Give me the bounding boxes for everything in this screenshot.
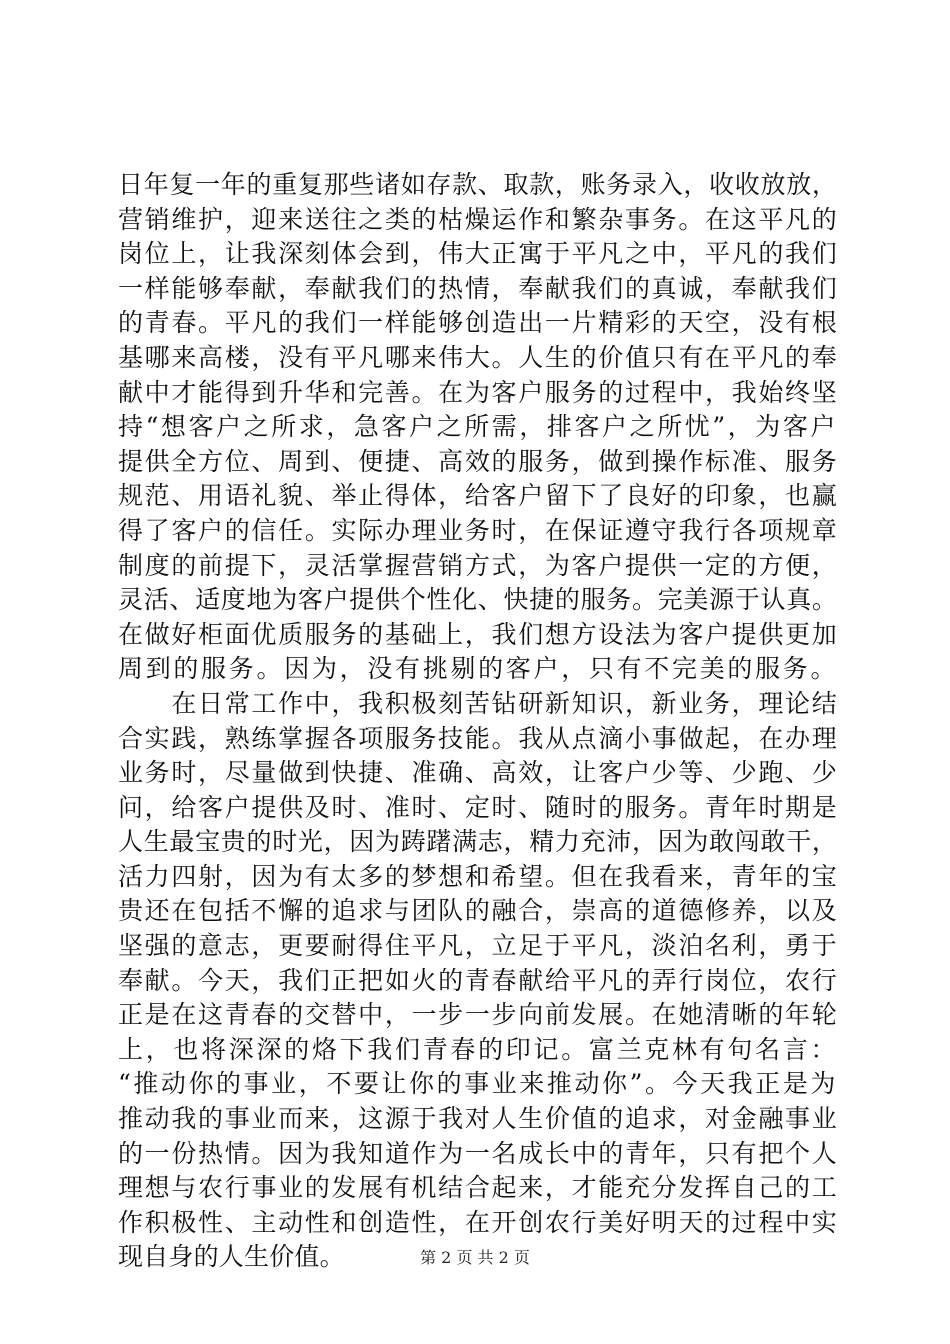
text-line: 岗位上，让我深刻体会到，伟大正寓于平凡之中，平凡的我们 (118, 239, 839, 269)
text-line: 一样能够奉献，奉献我们的热情，奉献我们的真诚，奉献我们 (118, 273, 839, 303)
text-line: 周到的服务。因为，没有挑剔的客户，只有不完美的服务。 (118, 654, 839, 684)
text-line: 人生最宝贵的时光，因为踌躇满志，精力充沛，因为敢闯敢干， (118, 827, 838, 857)
text-line: 现自身的人生价值。 (118, 1242, 345, 1272)
text-line: 的青春。平凡的我们一样能够创造出一片精彩的天空，没有根 (118, 308, 839, 338)
text-line: 得了客户的信任。实际办理业务时，在保证遵守我行各项规章 (118, 515, 839, 545)
text-line: 在做好柜面优质服务的基础上，我们想方设法为客户提供更加 (118, 619, 839, 649)
text-line: 灵活、适度地为客户提供个性化、快捷的服务。完美源于认真。 (118, 585, 838, 615)
text-line: 在日常工作中，我积极刻苦钻研新知识，新业务，理论结 (118, 688, 839, 718)
text-line: 合实践，熟练掌握各项服务技能。我从点滴小事做起，在办理 (118, 723, 839, 753)
text-line: “推动你的事业，不要让你的事业来推动你”。今天我正是为 (118, 1069, 838, 1099)
text-line: 基哪来高楼，没有平凡哪来伟大。人生的价值只有在平凡的奉 (118, 342, 839, 372)
text-line: 规范、用语礼貌、举止得体，给客户留下了良好的印象，也赢 (118, 481, 839, 511)
text-line: 坚强的意志，更要耐得住平凡，立足于平凡，淡泊名利，勇于 (118, 931, 839, 961)
text-line: 日年复一年的重复那些诸如存款、取款，账务录入，收收放放， (118, 170, 838, 199)
text-line: 持“想客户之所求，急客户之所需，排客户之所忧”，为客户 (118, 412, 838, 442)
text-line: 奉献。今天，我们正把如火的青春献给平凡的弄行岗位，农行 (118, 965, 839, 995)
text-line: 献中才能得到升华和完善。在为客户服务的过程中，我始终坚 (118, 377, 839, 407)
text-line: 理想与农行事业的发展有机结合起来，才能充分发挥自己的工 (118, 1173, 839, 1203)
page-footer: 第 2 页 共 2 页 (420, 1248, 530, 1267)
text-line: 提供全方位、周到、便捷、高效的服务，做到操作标准、服务 (118, 446, 839, 476)
text-line: 营销维护，迎来送往之类的枯燥运作和繁杂事务。在这平凡的 (118, 204, 839, 234)
text-line: 问，给客户提供及时、准时、定时、随时的服务。青年时期是 (118, 792, 839, 822)
text-line: 作积极性、主动性和创造性，在开创农行美好明天的过程中实 (118, 1207, 839, 1237)
text-line: 推动我的事业而来，这源于我对人生价值的追求，对金融事业 (118, 1104, 839, 1134)
text-line: 上，也将深深的烙下我们青春的印记。富兰克林有句名言： (118, 1034, 839, 1064)
text-line: 的一份热情。因为我知道作为一名成长中的青年，只有把个人 (118, 1138, 839, 1168)
body-text (118, 168, 838, 1275)
text-line: 贵还在包括不懈的追求与团队的融合，崇高的道德修养，以及 (118, 896, 839, 926)
text-line: 制度的前提下，灵活掌握营销方式，为客户提供一定的方便， (118, 550, 839, 580)
text-line: 业务时，尽量做到快捷、准确、高效，让客户少等、少跑、少 (118, 758, 839, 788)
text-line: 活力四射，因为有太多的梦想和希望。但在我看来，青年的宝 (118, 861, 839, 891)
text-line: 正是在这青春的交替中，一步一步向前发展。在她清晰的年轮 (118, 1000, 839, 1030)
